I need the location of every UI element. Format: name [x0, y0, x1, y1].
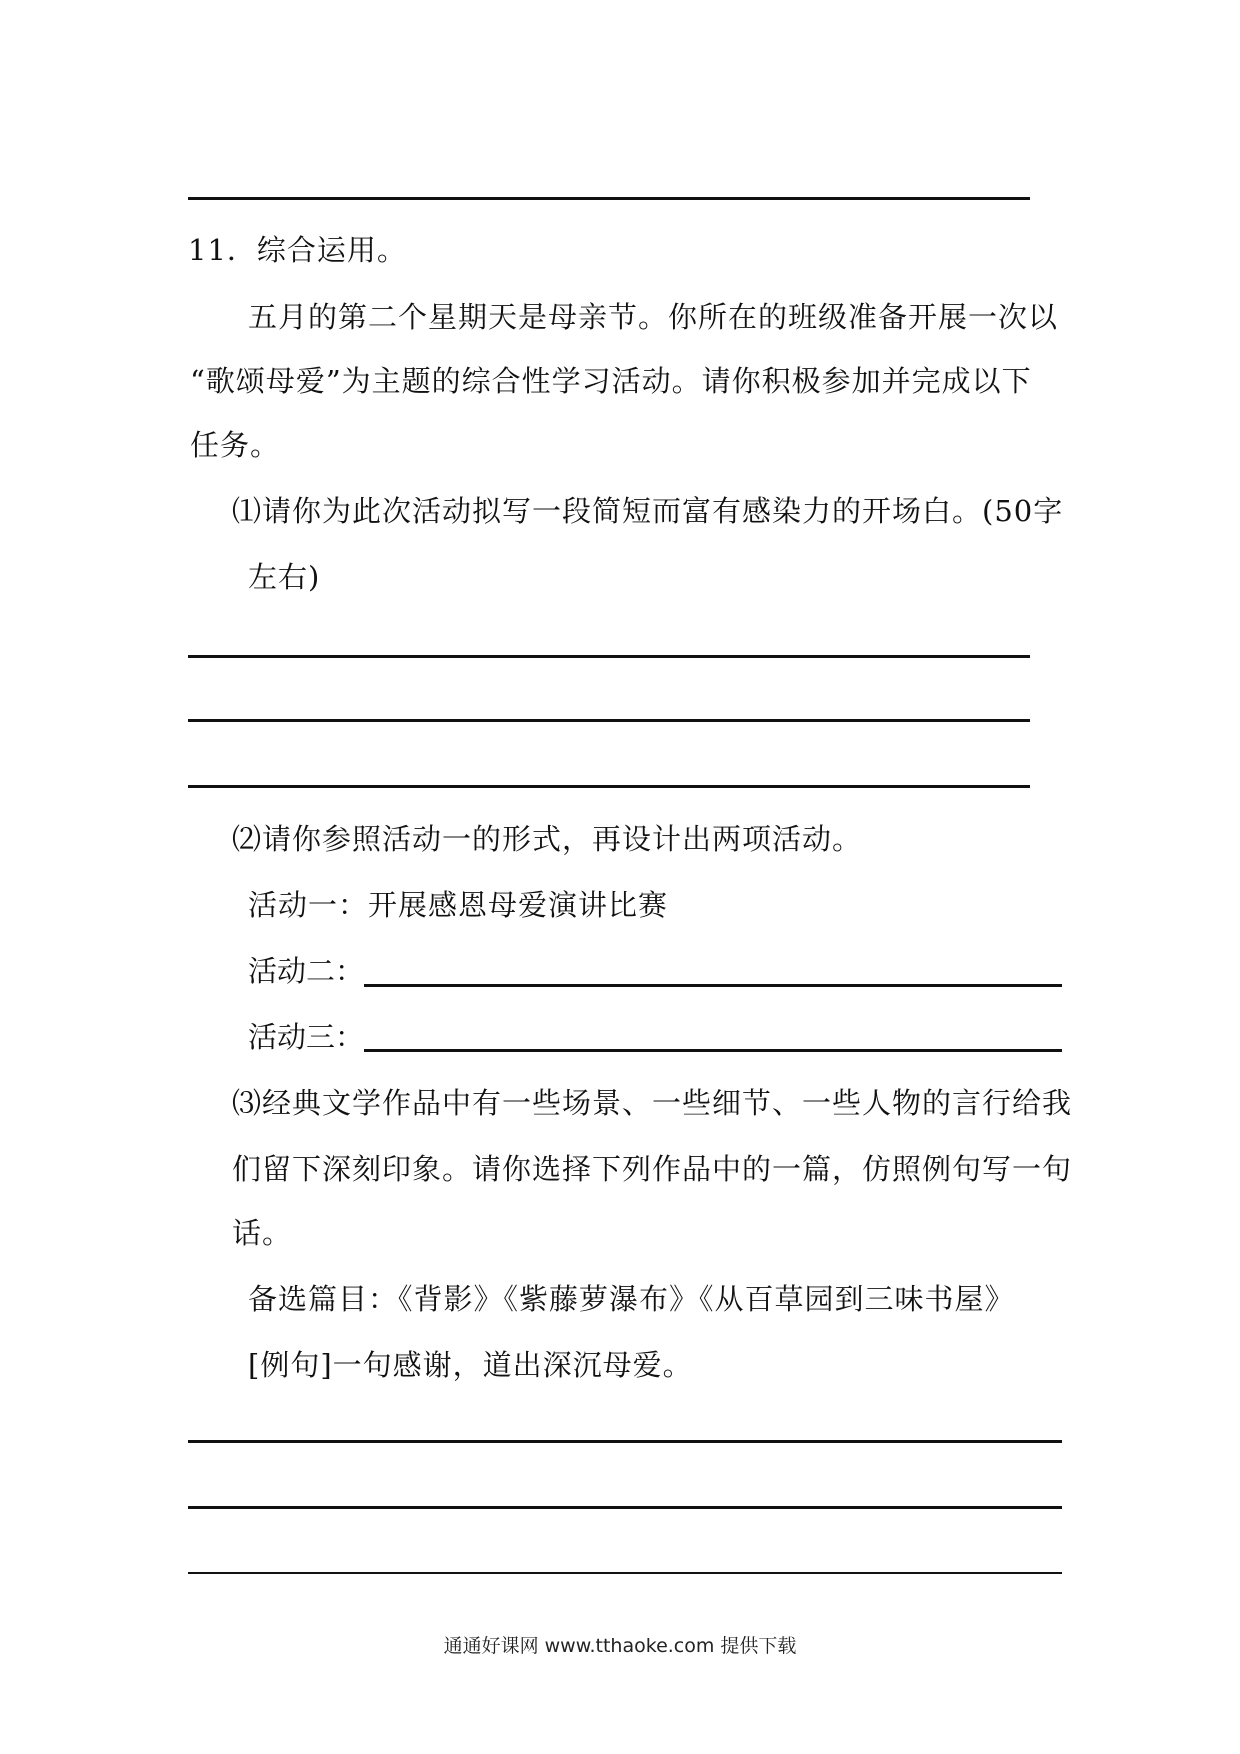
- part3-line-3: 话。: [232, 1216, 293, 1250]
- question-header: [188, 230, 407, 270]
- part1-answer-line-3[interactable]: [188, 785, 1030, 788]
- intro-line-1: 五月的第二个星期天是母亲节。你所在的班级准备开展一次以: [248, 300, 1059, 334]
- intro-line-3: 任务。: [190, 428, 281, 462]
- part3-answer-line-3[interactable]: [188, 1572, 1062, 1574]
- question-title: 综合运用。: [256, 233, 407, 267]
- part2-prompt: ⑵请你参照活动一的形式，再设计出两项活动。: [232, 822, 863, 856]
- part3-example: [例句]一句感谢，道出深沉母爱。: [248, 1348, 693, 1382]
- activity-one: 活动一：开展感恩母爱演讲比赛: [248, 888, 669, 922]
- activity-two-answer-line[interactable]: [364, 984, 1062, 987]
- part1-answer-line-1[interactable]: [188, 655, 1030, 658]
- page-footer: 通通好课网 www.tthaoke.com 提供下载: [443, 1635, 797, 1657]
- part3-line-1: ⑶经典文学作品中有一些场景、一些细节、一些人物的言行给我: [232, 1086, 1073, 1120]
- part1-line-2: 左右): [248, 560, 321, 594]
- part3-line-2: 们留下深刻印象。请你选择下列作品中的一篇，仿照例句写一句: [232, 1152, 1073, 1186]
- question-number: 11．: [188, 233, 257, 267]
- intro-line-2: “歌颂母爱”为主题的综合性学习活动。请你积极参加并完成以下: [190, 364, 1032, 398]
- activity-two-label: 活动二：: [248, 954, 365, 988]
- part1-answer-line-2[interactable]: [188, 719, 1030, 722]
- activity-three-answer-line[interactable]: [364, 1049, 1062, 1052]
- answer-line-top[interactable]: [188, 197, 1030, 200]
- part1-line-1: ⑴请你为此次活动拟写一段简短而富有感染力的开场白。(50字: [232, 494, 1064, 528]
- part3-answer-line-2[interactable]: [188, 1506, 1062, 1509]
- part3-answer-line-1[interactable]: [188, 1440, 1062, 1443]
- part3-options: 备选篇目：《背影》《紫藤萝瀑布》《从百草园到三味书屋》: [248, 1282, 1015, 1316]
- activity-three-label: 活动三：: [248, 1020, 365, 1054]
